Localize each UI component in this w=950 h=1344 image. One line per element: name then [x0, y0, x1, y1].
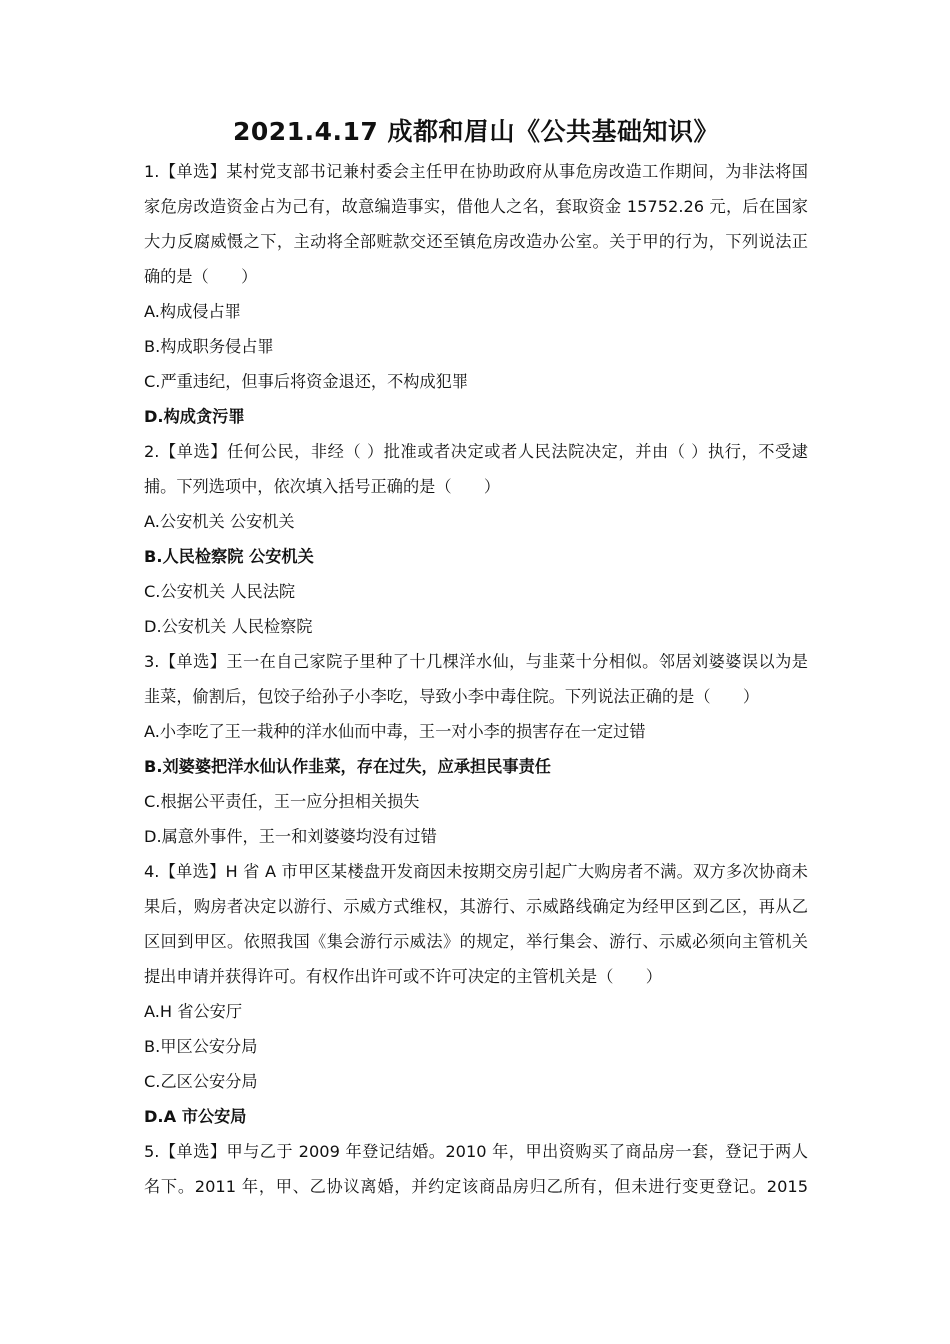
option-d-correct-answer: D.构成贪污罪: [144, 407, 245, 426]
option-c: C.乙区公安分局: [144, 1072, 258, 1091]
option-a: A.构成侵占罪: [144, 302, 241, 321]
question-text-line: 1.【单选】某村党支部书记兼村委会主任甲在协助政府从事危房改造工作期间，为非法将国: [144, 162, 808, 181]
option-a: A.H 省公安厅: [144, 1002, 243, 1021]
option-b: B.甲区公安分局: [144, 1037, 258, 1056]
question-text-line: 家危房改造资金占为己有，故意编造事实，借他人之名，套取资金 15752.26 元，后在国家: [144, 197, 808, 216]
question-text-line: 提出申请并获得许可。有权作出许可或不许可决定的主管机关是（ ）: [144, 967, 662, 986]
question-text-line: 确的是（ ）: [144, 267, 258, 286]
option-c: C.公安机关 人民法院: [144, 582, 296, 601]
document-page: [144, 112, 808, 1204]
option-c: C.根据公平责任，王一应分担相关损失: [144, 792, 420, 811]
question-text-line: 果后，购房者决定以游行、示威方式维权，其游行、示威路线确定为经甲区到乙区，再从乙: [144, 897, 808, 916]
option-b-correct-answer: B.人民检察院 公安机关: [144, 547, 314, 566]
question-3: [144, 644, 808, 854]
question-text-line: 大力反腐威慑之下，主动将全部赃款交还至镇危房改造办公室。关于甲的行为，下列说法正: [144, 232, 808, 251]
document-title: 2021.4.17 成都和眉山《公共基础知识》: [233, 117, 719, 146]
option-c: C.严重违纪，但事后将资金退还，不构成犯罪: [144, 372, 469, 391]
option-b-correct-answer: B.刘婆婆把洋水仙认作韭菜，存在过失，应承担民事责任: [144, 757, 551, 776]
question-text-line: 2.【单选】任何公民，非经（ ）批准或者决定或者人民法院决定，并由（ ）执行，不受逮: [144, 442, 808, 461]
option-d: D.公安机关 人民检察院: [144, 617, 313, 636]
question-5: [144, 1134, 808, 1204]
option-b: B.构成职务侵占罪: [144, 337, 274, 356]
question-1: [144, 154, 808, 434]
option-d: D.属意外事件，王一和刘婆婆均没有过错: [144, 827, 437, 846]
question-text-line: 名下。2011 年，甲、乙协议离婚，并约定该商品房归乙所有，但未进行变更登记。2015: [144, 1177, 808, 1196]
question-4: [144, 854, 808, 1134]
question-text-line: 4.【单选】H 省 A 市甲区某楼盘开发商因未按期交房引起广大购房者不满。双方多次协商未: [144, 862, 808, 881]
question-text-line: 3.【单选】王一在自己家院子里种了十几棵洋水仙，与韭菜十分相似。邻居刘婆婆误以为是: [144, 652, 808, 671]
question-text-line: 区回到甲区。依照我国《集会游行示威法》的规定，举行集会、游行、示威必须向主管机关: [144, 932, 808, 951]
question-text-line: 捕。下列选项中，依次填入括号正确的是（ ）: [144, 477, 501, 496]
option-a: A.小李吃了王一栽种的洋水仙而中毒，王一对小李的损害存在一定过错: [144, 722, 646, 741]
question-2: [144, 434, 808, 644]
question-text-line: 5.【单选】甲与乙于 2009 年登记结婚。2010 年，甲出资购买了商品房一套，登记于两人: [144, 1142, 808, 1161]
option-d-correct-answer: D.A 市公安局: [144, 1107, 247, 1126]
option-a: A.公安机关 公安机关: [144, 512, 295, 531]
question-text-line: 韭菜，偷割后，包饺子给孙子小李吃，导致小李中毒住院。下列说法正确的是（ ）: [144, 687, 760, 706]
